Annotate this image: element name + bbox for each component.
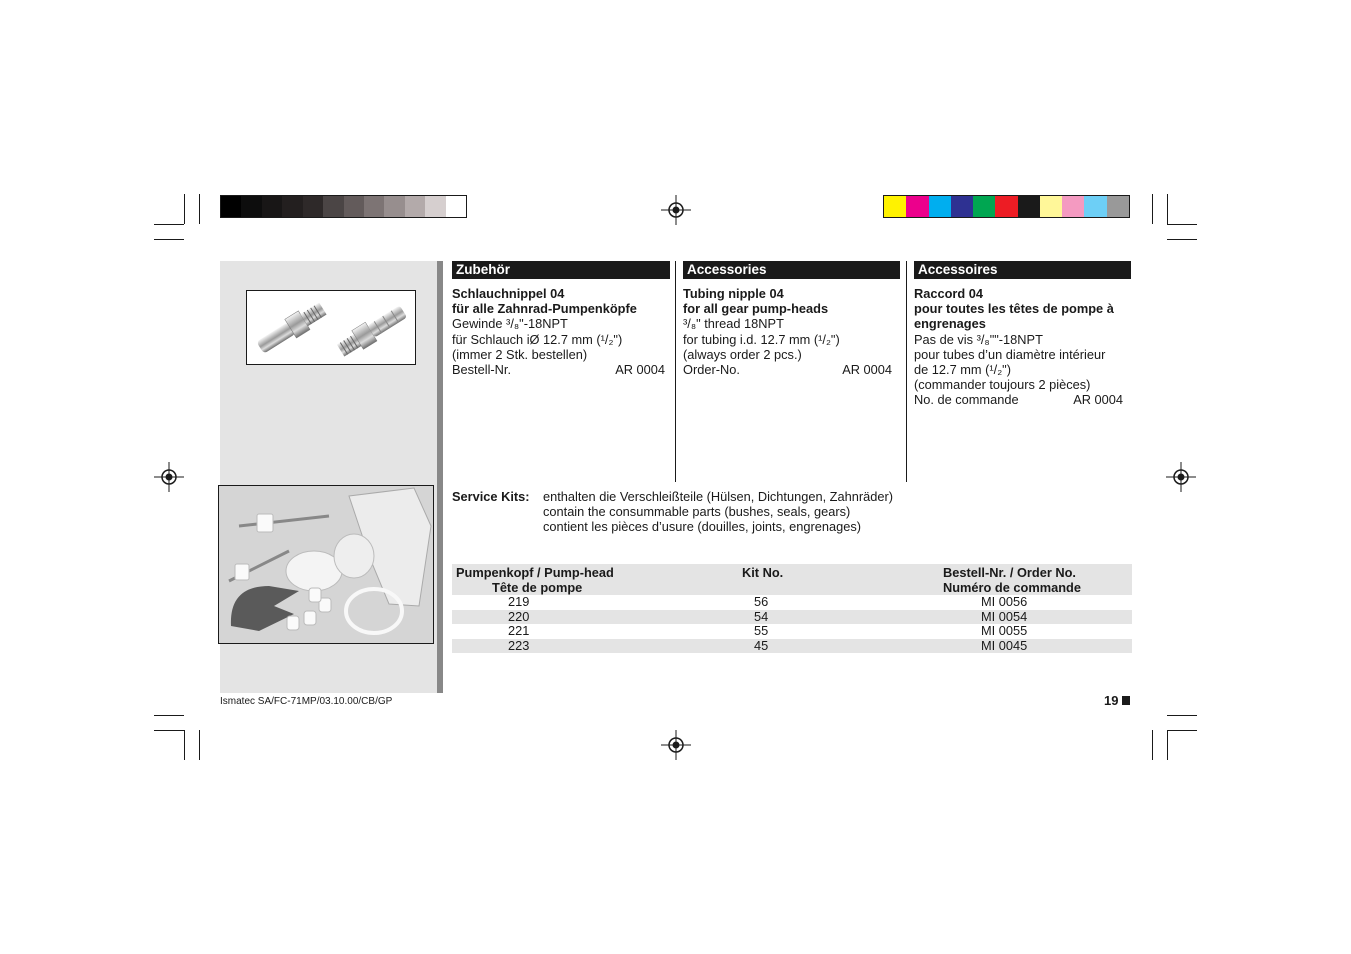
calibration-swatch (221, 196, 241, 217)
cell-kit-no: 45 (754, 637, 769, 653)
color-calibration-bar (883, 195, 1130, 218)
cell-kit-no: 55 (754, 623, 769, 638)
calibration-swatch (951, 196, 973, 217)
service-kits-text (543, 489, 893, 535)
table-row (452, 610, 1132, 625)
column-header-de: Zubehör (452, 261, 670, 279)
header-pump-head: Pumpenkopf / Pump-head (456, 565, 614, 580)
order-value: AR 0004 (615, 362, 665, 378)
spec-line: Gewinde ³/₈"-18NPT (452, 316, 568, 332)
cell-kit-no: 54 (754, 608, 769, 624)
sidebar-divider (437, 261, 443, 693)
spec-line: ³/₈" thread 18NPT (683, 316, 784, 332)
service-kits-label: Service Kits: (452, 489, 530, 504)
product-title: Tubing nipple 04 (683, 286, 784, 301)
column-header-fr: Accessoires (914, 261, 1131, 279)
cell-kit-no: 56 (754, 594, 769, 609)
header-order-no-fr: Numéro de commande (943, 580, 1081, 595)
product-title: Schlauchnippel 04 (452, 286, 565, 301)
spec-line: (always order 2 pcs.) (683, 346, 802, 362)
order-value: AR 0004 (842, 362, 892, 378)
order-number-row (683, 362, 892, 377)
calibration-swatch (384, 196, 404, 217)
calibration-swatch (973, 196, 995, 217)
grayscale-calibration-bar (220, 195, 467, 218)
order-label: No. de commande (914, 392, 1019, 408)
registration-mark-bottom (661, 730, 691, 760)
service-kits-line: contient les pièces d’usure (douilles, joints, engrenages) (543, 519, 861, 535)
calibration-swatch (303, 196, 323, 217)
table-row (452, 595, 1132, 610)
cell-pump-head: 220 (508, 608, 530, 624)
table-row (452, 639, 1132, 654)
column-header-en: Accessories (683, 261, 900, 279)
order-label: Order-No. (683, 362, 740, 378)
calibration-swatch (262, 196, 282, 217)
cell-order-no: MI 0054 (981, 608, 1028, 624)
spec-line: for tubing i.d. 12.7 mm (¹/₂") (683, 331, 840, 347)
cell-pump-head: 221 (508, 623, 530, 638)
accessory-description-de (452, 286, 665, 377)
calibration-swatch (241, 196, 261, 217)
header-pump-head-fr: Tête de pompe (492, 580, 583, 595)
cell-order-no: MI 0056 (981, 594, 1028, 609)
page-number: 19 (1104, 693, 1119, 708)
registration-mark-right (1166, 462, 1196, 492)
calibration-swatch (929, 196, 951, 217)
calibration-swatch (282, 196, 302, 217)
calibration-swatch (995, 196, 1017, 217)
calibration-swatch (906, 196, 928, 217)
calibration-swatch (1040, 196, 1062, 217)
spec-line: pour tubes d’un diamètre intérieur (914, 346, 1106, 362)
calibration-swatch (323, 196, 343, 217)
header-order-no: Bestell-Nr. / Order No. (943, 565, 1076, 580)
cell-order-no: MI 0055 (981, 623, 1028, 638)
calibration-swatch (1062, 196, 1084, 217)
cell-order-no: MI 0045 (981, 637, 1028, 653)
service-kit-table (452, 564, 1132, 653)
spec-line: de 12.7 mm (¹/₂") (914, 362, 1011, 378)
cell-pump-head: 219 (508, 594, 530, 609)
calibration-swatch (425, 196, 445, 217)
order-value: AR 0004 (1073, 392, 1123, 408)
calibration-swatch (1018, 196, 1040, 217)
registration-mark-top (661, 195, 691, 225)
spec-line: (commander toujours 2 pièces) (914, 377, 1091, 393)
calibration-swatch (405, 196, 425, 217)
service-kits-line: contain the consummable parts (bushes, seals, gears) (543, 504, 851, 520)
order-number-row (452, 362, 665, 377)
page-marker (1122, 696, 1130, 705)
table-row (452, 624, 1132, 639)
tubing-nipple-photo (246, 290, 416, 365)
service-kit-photo (218, 485, 434, 644)
calibration-swatch (446, 196, 466, 217)
calibration-swatch (884, 196, 906, 217)
service-kits-line: enthalten die Verschleißteile (Hülsen, Dichtungen, Zahnräder) (543, 489, 893, 504)
table-header (452, 564, 1132, 595)
calibration-swatch (1107, 196, 1129, 217)
document-footer: Ismatec SA/FC-71MP/03.10.00/CB/GP (220, 696, 393, 707)
column-separator (906, 261, 907, 482)
calibration-swatch (344, 196, 364, 217)
calibration-swatch (1084, 196, 1106, 217)
product-subtitle: for all gear pump-heads (683, 301, 829, 317)
order-label: Bestell-Nr. (452, 362, 512, 378)
accessory-description-fr (914, 286, 1123, 408)
spec-line: für Schlauch iØ 12.7 mm (¹/₂") (452, 331, 623, 347)
product-subtitle: für alle Zahnrad-Pumpenköpfe (452, 301, 637, 317)
order-number-row (914, 392, 1123, 407)
column-separator (675, 261, 676, 482)
header-kit-no: Kit No. (742, 565, 784, 580)
product-title: Raccord 04 (914, 286, 983, 301)
registration-mark-left (154, 462, 184, 492)
accessory-description-en (683, 286, 892, 377)
product-subtitle: pour toutes les têtes de pompe à engrenages (914, 301, 1114, 332)
cell-pump-head: 223 (508, 637, 530, 653)
spec-line: (immer 2 Stk. bestellen) (452, 346, 588, 362)
service-kits-section (452, 489, 912, 535)
calibration-swatch (364, 196, 384, 217)
spec-line: Pas de vis ³/₈""-18NPT (914, 331, 1043, 347)
